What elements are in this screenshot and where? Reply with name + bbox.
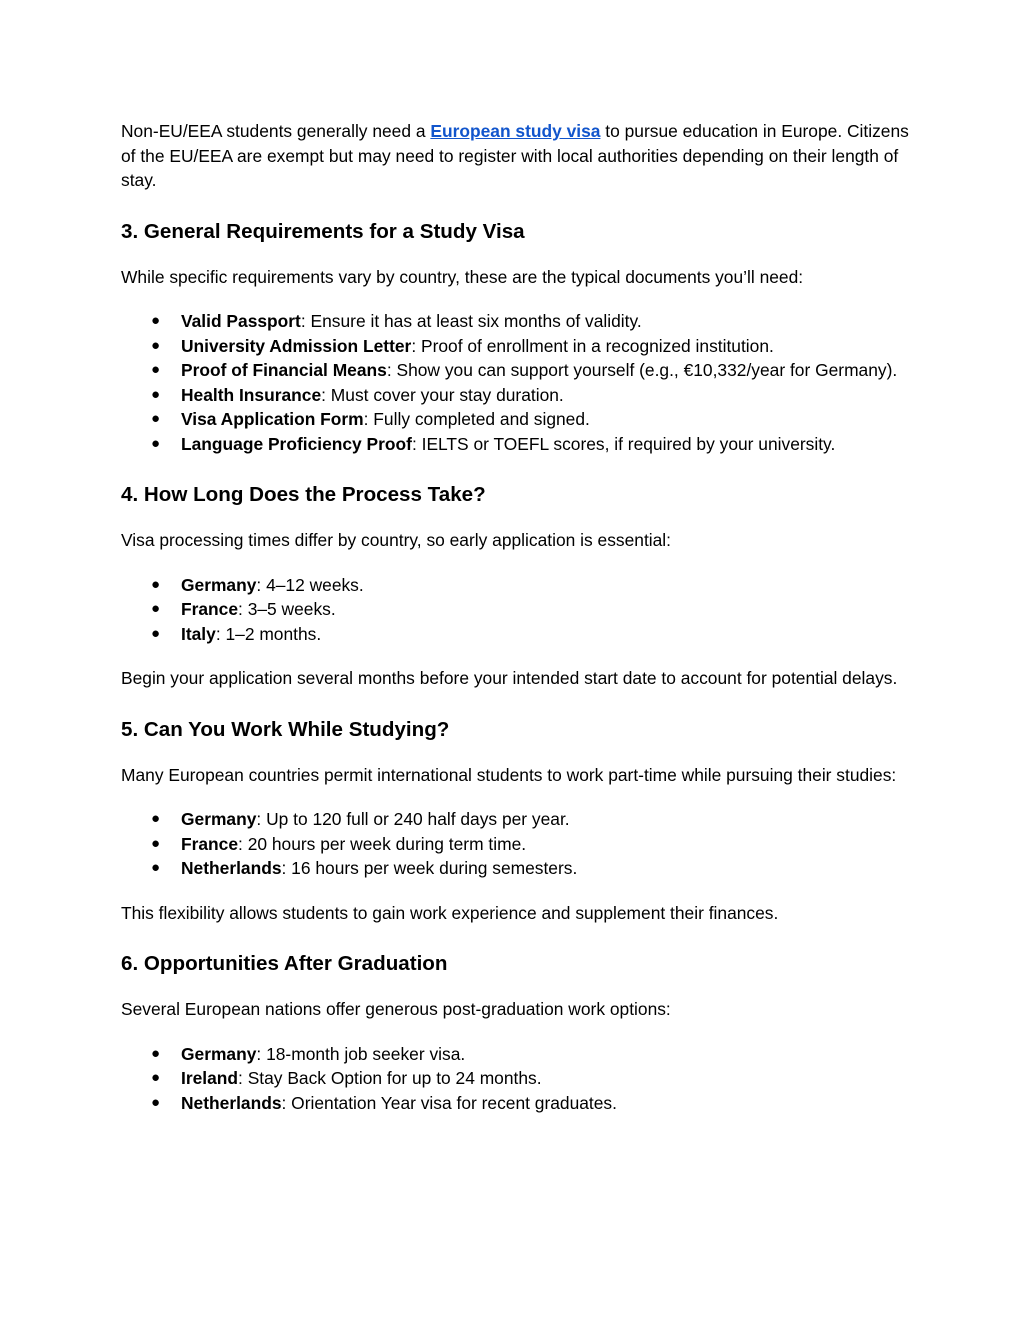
section-6-list bbox=[121, 1042, 911, 1116]
section-5-intro: Many European countries permit international students to work part-time while pursuing their studies: bbox=[121, 764, 897, 785]
list-item bbox=[121, 573, 911, 598]
bullet-icon: ● bbox=[151, 575, 161, 593]
section-4-list bbox=[121, 573, 911, 647]
section-6-heading: 6. Opportunities After Graduation bbox=[121, 952, 448, 975]
section-4-intro: Visa processing times differ by country, so early application is essential: bbox=[121, 530, 672, 550]
bullet-icon: ● bbox=[151, 336, 161, 354]
list-item-desc: : Orientation Year visa for recent graduates. bbox=[281, 1092, 617, 1113]
section-5-heading: 5. Can You Work While Studying? bbox=[121, 717, 450, 741]
list-item-desc: : 16 hours per week during semesters. bbox=[281, 858, 578, 878]
bullet-icon: ● bbox=[151, 624, 161, 642]
bullet-icon: ● bbox=[151, 600, 161, 617]
list-item-term: Netherlands bbox=[181, 1092, 282, 1113]
document-page bbox=[121, 119, 911, 1115]
list-item bbox=[121, 1042, 911, 1067]
list-item-desc: : 18-month job seeker visa. bbox=[256, 1043, 466, 1064]
list-item-term: Germany bbox=[181, 1043, 257, 1064]
list-item-term: Visa Application Form bbox=[181, 409, 364, 429]
section-4-outro: Begin your application several months before your intended start date to account for potential delays. bbox=[121, 668, 898, 688]
list-item bbox=[121, 1066, 911, 1091]
list-item bbox=[121, 407, 911, 432]
list-item-desc: : Stay Back Option for up to 24 months. bbox=[238, 1068, 542, 1088]
list-item-desc: : Proof of enrollment in a recognized institution. bbox=[411, 335, 774, 356]
intro-paragraph bbox=[121, 119, 911, 193]
list-item-term: Netherlands bbox=[181, 858, 282, 878]
list-item-desc: : IELTS or TOEFL scores, if required by your university. bbox=[411, 433, 836, 454]
bullet-icon: ● bbox=[151, 410, 161, 427]
list-item-term: Valid Passport bbox=[181, 311, 301, 331]
section-5-outro: This flexibility allows students to gain work experience and supplement their finances. bbox=[121, 902, 779, 923]
list-item-term: France bbox=[181, 833, 239, 854]
list-item-term: University Admission Letter bbox=[181, 335, 412, 356]
list-item-term: Proof of Financial Means bbox=[181, 360, 387, 380]
list-item bbox=[121, 832, 911, 857]
list-item bbox=[121, 597, 911, 622]
intro-text-before: Non-EU/EEA students generally need a bbox=[121, 121, 431, 141]
section-4-heading: 4. How Long Does the Process Take? bbox=[121, 483, 486, 506]
list-item-desc: : Fully completed and signed. bbox=[363, 409, 590, 429]
bullet-icon: ● bbox=[151, 1044, 161, 1062]
bullet-icon: ● bbox=[151, 312, 161, 329]
section-3-intro: While specific requirements vary by country, these are the typical documents you’ll need: bbox=[121, 266, 804, 287]
list-item bbox=[121, 432, 911, 457]
bullet-icon: ● bbox=[151, 361, 161, 378]
list-item-desc: : Must cover your stay duration. bbox=[321, 384, 564, 405]
intro-text-after: to pursue education in Europe. Citizens of the EU/EEA are exempt but may need to register with local authorities depending on their length of stay. bbox=[121, 121, 909, 190]
list-item-desc: : 3–5 weeks. bbox=[238, 599, 336, 619]
bullet-icon: ● bbox=[151, 385, 161, 403]
list-item-term: Germany bbox=[181, 809, 257, 829]
section-3-list bbox=[121, 309, 911, 456]
european-study-visa-link[interactable]: European study visa bbox=[430, 121, 601, 141]
list-item-desc: : Ensure it has at least six months of validity. bbox=[300, 311, 642, 331]
list-item bbox=[121, 309, 911, 334]
list-item-term: Italy bbox=[181, 623, 216, 644]
section-6-intro: Several European nations offer generous post-graduation work options: bbox=[121, 999, 671, 1019]
list-item bbox=[121, 383, 911, 408]
list-item-term: Language Proficiency Proof bbox=[181, 433, 412, 454]
list-item-term: Health Insurance bbox=[181, 384, 322, 405]
bullet-icon: ● bbox=[151, 810, 161, 827]
list-item bbox=[121, 856, 911, 881]
bullet-icon: ● bbox=[151, 859, 161, 876]
bullet-icon: ● bbox=[151, 834, 161, 852]
list-item bbox=[121, 807, 911, 832]
section-3-heading: 3. General Requirements for a Study Visa bbox=[121, 219, 525, 243]
list-item bbox=[121, 358, 911, 383]
bullet-icon: ● bbox=[151, 434, 161, 452]
bullet-icon: ● bbox=[151, 1093, 161, 1111]
list-item bbox=[121, 622, 911, 647]
list-item-desc: : 1–2 months. bbox=[215, 623, 322, 644]
list-item-desc: : 4–12 weeks. bbox=[256, 574, 364, 595]
list-item-desc: : Show you can support yourself (e.g., €10,332/year for Germany). bbox=[386, 360, 898, 380]
list-item-term: Germany bbox=[181, 574, 257, 595]
bullet-icon: ● bbox=[151, 1069, 161, 1086]
list-item-term: France bbox=[181, 599, 239, 619]
list-item-term: Ireland bbox=[181, 1068, 239, 1088]
list-item bbox=[121, 1091, 911, 1116]
list-item-desc: : 20 hours per week during term time. bbox=[238, 833, 527, 854]
list-item-desc: : Up to 120 full or 240 half days per year. bbox=[256, 809, 570, 829]
list-item bbox=[121, 334, 911, 359]
section-5-list bbox=[121, 807, 911, 881]
